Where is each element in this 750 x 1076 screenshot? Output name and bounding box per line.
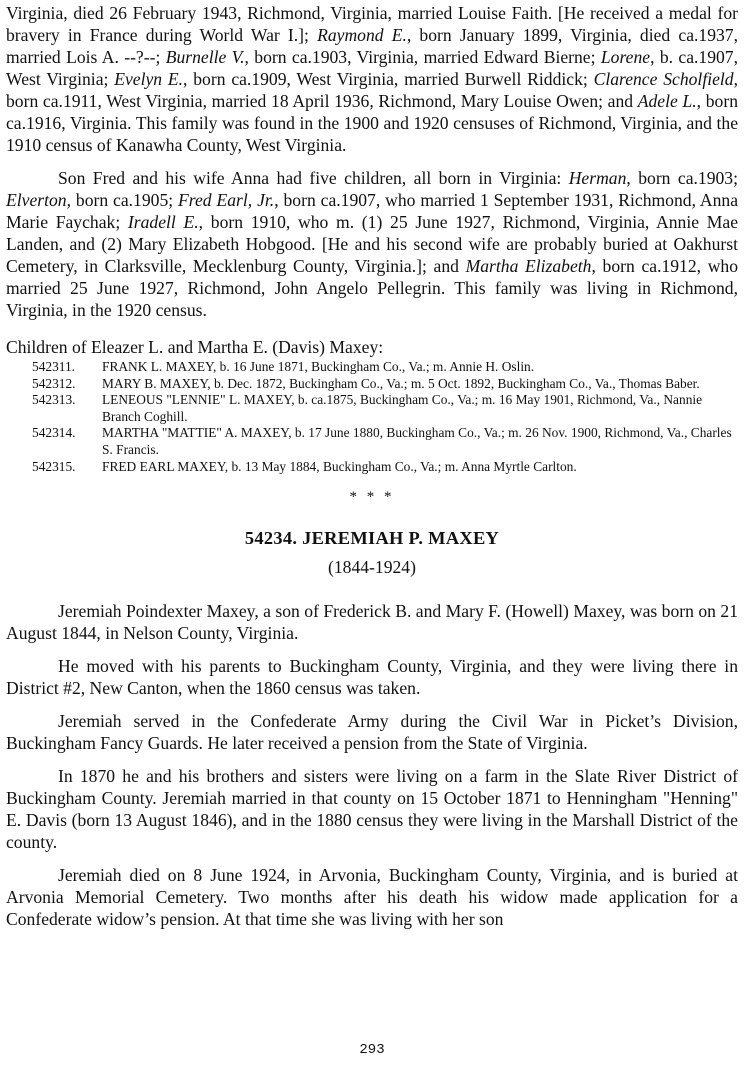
child-text: MARTHA "MATTIE" A. MAXEY, b. 17 June 1880, Buckingham Co., Va.; m. 26 Nov. 1900, Richmond, Va., Charles S. Francis. [102,425,732,457]
person-name: Elverton [6,190,67,210]
child-entry [32,359,738,376]
child-entry [32,425,738,458]
children-list [32,359,738,475]
text-run: , born ca.1903, Virginia, married Edward Bierne; [244,47,601,67]
text-run: Son Fred and his wife Anna had five children, all born in Virginia: [58,168,569,188]
child-number: 542311. [32,359,76,374]
text-run: , born 1910, who m. (1) 25 June 1927, Richmond, Virginia, Annie Mae Landen, and (2) Mary Elizabeth Hobgood. [He and his second wife are probably buried at Oakhurst Cemetery, in Clarksville, Mecklenburg County, Virginia.]; and [6,212,739,276]
person-name: Raymond E. [317,25,407,45]
paragraph-marriage: In 1870 he and his brothers and sisters were living on a farm in the Slate River District of Buckingham County. Jeremiah married in that county on 15 October 1871 to Henningham "Henning" E. Davis (born 13 August 1846), and in the 1880 census they were living in the Marshall District of the county. [6,766,738,853]
paragraph-birth: Jeremiah Poindexter Maxey, a son of Frederick B. and Mary F. (Howell) Maxey, was born on 21 August 1844, in Nelson County, Virginia. [6,601,738,644]
child-number: 542312. [32,375,76,391]
text-run: , born ca.1916, Virginia. This family was found in the 1900 and 1920 censuses of Richmond, Virginia, and the 1910 census of Kanawha County, West Virginia. [6,91,738,155]
child-text: MARY B. MAXEY, b. Dec. 1872, Buckingham Co., Va.; m. 5 Oct. 1892, Buckingham Co., Va., Thomas Baber. [102,375,700,391]
text-run: , born January 1899, Virginia, died ca.1937, married Lois A. --?--; [6,25,738,67]
person-name: Herman [568,168,627,188]
children-intro: Children of Eleazer L. and Martha E. (Davis) Maxey: [6,337,384,357]
text-run: , born ca.1912, who married 25 June 1927, Richmond, John Angelo Pellegrin. This family was living in Richmond, Virginia, in the 1920 census. [6,256,739,320]
paragraph-moved: He moved with his parents to Buckingham County, Virginia, and they were living there in District #2, New Canton, when the 1860 census was taken. [6,656,738,699]
text-run: Virginia, died 26 February 1943, Richmond, Virginia, married Louise Faith. [He received a medal for bravery in France during World War I.]; [6,3,738,45]
person-name: Adele L. [637,91,697,111]
child-entry [32,459,738,476]
child-number: 542315. [32,458,76,474]
person-name: Iradell E. [127,212,199,232]
child-number: 542314. [32,425,76,441]
text-run: , born ca.1903; [626,168,738,188]
child-text: FRANK L. MAXEY, b. 16 June 1871, Buckingham Co., Va.; m. Annie H. Oslin. [102,359,535,374]
section-dates: (1844-1924) [328,557,416,578]
person-name: Clarence Scholfield [593,69,734,89]
text-run: , born ca.1907, who married 1 September 1931, Richmond, Anna Marie Faychak; [6,190,739,232]
child-text: LENEOUS "LENNIE" L. MAXEY, b. ca.1875, Buckingham Co., Va.; m. 16 May 1901, Richmond, Va., Nannie Branch Coghill. [102,392,703,424]
paragraph-death: Jeremiah died on 8 June 1924, in Arvonia, Buckingham County, Virginia, and is buried at Arvonia Memorial Cemetery. Two months after his death his widow made application for a Confederate widow’s pension. At that time she was living with her son [6,865,738,930]
page-number: 293 [359,1042,385,1058]
section-separator: * * * [349,489,395,506]
paragraph-civil-war: Jeremiah served in the Confederate Army during the Civil War in Picket’s Division, Buckingham Fancy Guards. He later received a pension from the State of Virginia. [6,711,738,754]
paragraph-fred-children [6,167,738,321]
child-number: 542313. [32,392,76,408]
text-run: , born ca.1905; [66,190,179,210]
child-text: FRED EARL MAXEY, b. 13 May 1884, Buckingham Co., Va.; m. Anna Myrtle Carlton. [102,458,577,474]
paragraph-family-of-son [6,2,738,156]
document-page [6,0,738,1076]
text-run: , b. ca.1907, West Virginia; [6,47,738,89]
person-name: Fred Earl, Jr. [178,190,275,210]
section-heading: 54234. JEREMIAH P. MAXEY [244,528,500,549]
person-name: Evelyn E. [114,69,184,89]
person-name: Martha Elizabeth [465,256,592,276]
person-name: Lorene [600,47,651,67]
text-run: , born ca.1911, West Virginia, married 18 April 1936, Richmond, Mary Louise Owen; and [6,69,738,111]
child-entry [32,392,738,425]
child-entry [32,376,738,393]
text-run: , born ca.1909, West Virginia, married Burwell Riddick; [183,69,594,89]
person-name: Burnelle V. [165,47,245,67]
